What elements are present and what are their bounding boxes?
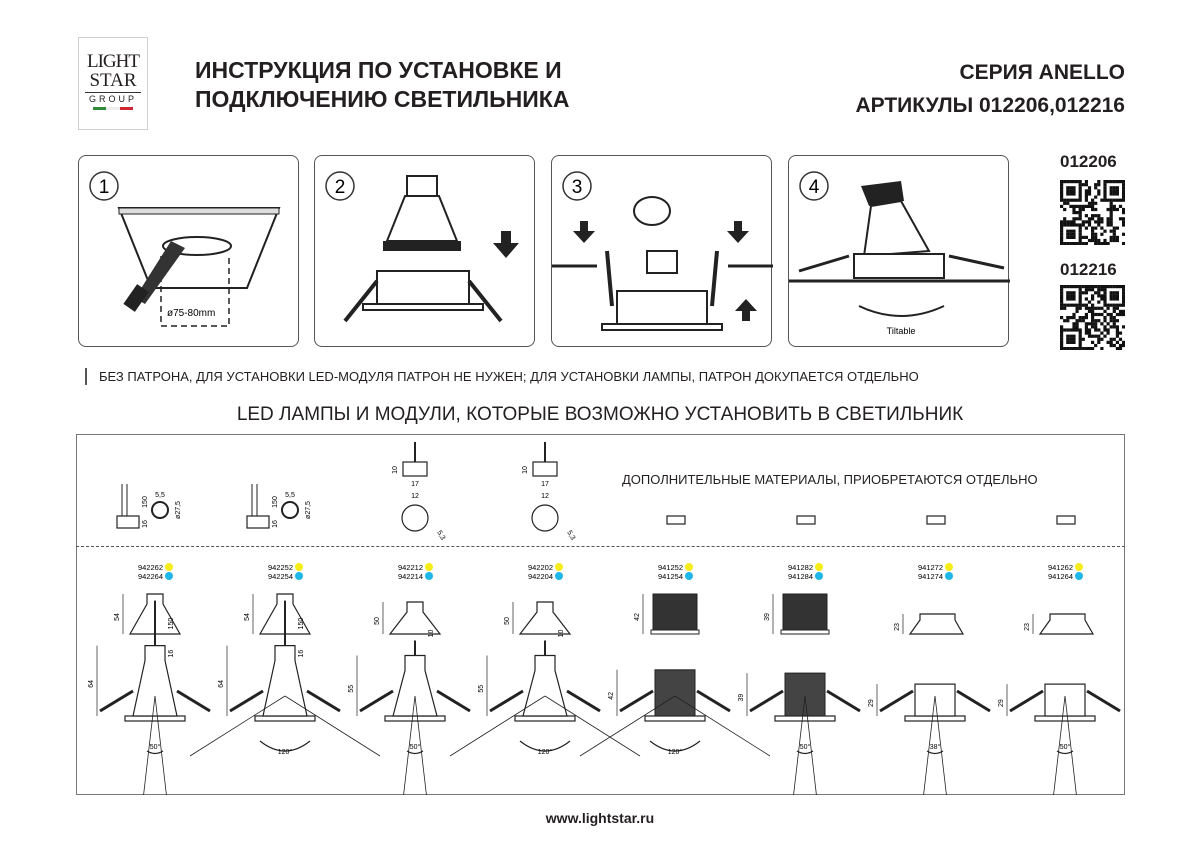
spring-clip — [437, 691, 470, 711]
installed-height-label: 64 — [218, 679, 225, 688]
gu53-socket-front — [532, 505, 558, 531]
warm-code: 942252 — [267, 563, 293, 572]
italian-flag-icon — [93, 107, 133, 110]
dim-pin-spacing: 5,5 — [155, 492, 165, 499]
cool-code: 941274 — [917, 572, 943, 581]
dim-pin: 5,3 — [565, 529, 577, 542]
lamp-column-942262 — [88, 484, 210, 795]
installed-module — [655, 670, 695, 716]
lamp-height-label: 39 — [764, 613, 771, 621]
qr-code-012206[interactable] — [1060, 180, 1125, 245]
installed-height-label: 29 — [868, 699, 875, 707]
fixture-rim — [775, 716, 835, 721]
lamp-column-942252 — [190, 484, 380, 756]
spring-clip — [1087, 691, 1120, 711]
cool-code: 942254 — [267, 572, 293, 581]
cool-light-dot-icon — [555, 572, 563, 580]
spring-clip — [620, 691, 653, 711]
lamp-mr16 — [390, 602, 440, 634]
fixture-rim — [515, 716, 575, 721]
installed-height-label: 39 — [738, 693, 745, 702]
cool-light-dot-icon — [165, 572, 173, 580]
terminal-block-icon — [797, 516, 815, 524]
dim-socket-height: 10 — [522, 466, 529, 474]
led-module-heatsink — [653, 594, 697, 634]
installed-module — [785, 673, 825, 716]
step-number: 3 — [571, 177, 583, 198]
cool-code: 942214 — [397, 572, 423, 581]
installed-lamp — [393, 656, 437, 717]
dim-socket-height: 16 — [142, 520, 149, 528]
installed-lamp — [523, 656, 567, 717]
spring-clip — [360, 691, 393, 711]
dim-width: 17 — [411, 481, 419, 488]
module-rim — [651, 630, 699, 634]
step-number: 2 — [334, 177, 346, 198]
beam-angle-label: 50° — [1059, 744, 1071, 751]
cool-code: 942264 — [137, 572, 163, 581]
lamp-height-label: 50 — [504, 617, 511, 625]
lamp-column-942212 — [348, 442, 470, 795]
spring-clip — [697, 691, 730, 711]
cool-light-dot-icon — [295, 572, 303, 580]
terminal-block-icon — [1057, 516, 1075, 524]
step-number: 1 — [98, 177, 110, 198]
warm-code: 942212 — [397, 563, 423, 572]
installed-height-label: 29 — [998, 699, 1005, 707]
logo-text-1: LIGHT — [87, 51, 139, 72]
dim-diameter: ø27,5 — [305, 501, 312, 519]
fixture-rim — [125, 716, 185, 721]
dim-socket-height: 10 — [392, 466, 399, 474]
dim-socket-height: 16 — [272, 520, 279, 528]
installed-module — [1045, 684, 1085, 716]
lamp-height-label: 42 — [634, 613, 641, 621]
beam-angle-label: 120° — [537, 749, 553, 756]
angle-arc-icon — [927, 751, 943, 754]
warm-light-dot-icon — [685, 563, 693, 571]
document-title — [195, 56, 569, 114]
dim-width: 17 — [541, 481, 549, 488]
installed-height-label: 42 — [608, 692, 615, 700]
warm-code: 942202 — [527, 563, 553, 572]
website-link[interactable]: www.lightstar.ru — [545, 810, 655, 826]
title-line-1: ИНСТРУКЦИЯ ПО УСТАНОВКЕ И — [195, 57, 562, 83]
dim-socket: 16 — [298, 649, 305, 658]
spring-clip — [230, 691, 263, 711]
beam-angle-label: 120° — [667, 749, 683, 756]
warm-light-dot-icon — [295, 563, 303, 571]
cool-light-dot-icon — [1075, 572, 1083, 580]
dim-pin-spacing: 12 — [541, 493, 549, 500]
lamp-column-941252 — [580, 516, 770, 756]
lamp-column-942202 — [450, 442, 640, 756]
spring-clip — [177, 691, 210, 711]
gu53-socket-front — [402, 505, 428, 531]
step-2-panel — [314, 155, 535, 347]
arrow-down-icon — [493, 231, 519, 258]
gu10-socket-side — [247, 516, 269, 528]
lamp-column-941282 — [738, 516, 860, 795]
gu10-socket-front — [152, 502, 168, 518]
led-module-heatsink — [783, 594, 827, 634]
installed-module — [915, 684, 955, 716]
lamp-height-label: 54 — [244, 613, 251, 621]
lamp-height-label: 23 — [894, 623, 901, 631]
spring-clip — [1010, 691, 1043, 711]
dim-cable: 150 — [298, 617, 305, 630]
cut-hole-illustration — [79, 156, 300, 348]
extra-materials-label: ДОПОЛНИТЕЛЬНЫЕ МАТЕРИАЛЫ, ПРИОБРЕТАЮТСЯ ОТДЕЛЬНО — [622, 472, 1038, 487]
installed-height-label: 55 — [478, 684, 485, 693]
warm-code: 941252 — [657, 563, 683, 572]
spring-clip — [100, 691, 133, 711]
spring-clip — [750, 691, 783, 711]
dim-cable: 150 — [168, 617, 175, 630]
arrow-down-icon — [727, 221, 749, 243]
beam-angle-label: 120° — [277, 749, 293, 756]
gu53-socket-side — [533, 462, 557, 476]
spring-clip — [307, 691, 340, 711]
warm-light-dot-icon — [815, 563, 823, 571]
installed-height-label: 64 — [88, 679, 95, 688]
lightstar-logo — [78, 37, 148, 130]
cool-light-dot-icon — [685, 572, 693, 580]
qr-code-012216[interactable] — [1060, 285, 1125, 350]
dim-cable: 10 — [558, 629, 565, 638]
step-3-panel — [551, 155, 772, 347]
warm-light-dot-icon — [945, 563, 953, 571]
terminal-block-icon — [927, 516, 945, 524]
logo-text-3: GROUP — [85, 92, 141, 104]
angle-arc-icon — [407, 751, 423, 754]
angle-arc-icon — [147, 751, 163, 754]
compatible-lamps-heading: LED ЛАМПЫ И МОДУЛИ, КОТОРЫЕ ВОЗМОЖНО УСТАНОВИТЬ В СВЕТИЛЬНИК — [236, 404, 964, 425]
warm-code: 941282 — [787, 563, 813, 572]
angle-arc-icon — [1057, 751, 1073, 754]
beam-angle-label: 38° — [929, 744, 941, 751]
warm-code: 942262 — [137, 563, 163, 572]
spring-clip — [957, 691, 990, 711]
warm-code: 941272 — [917, 563, 943, 572]
dim-cable: 10 — [428, 629, 435, 638]
article-numbers: АРТИКУЛЫ 012206,012216 — [855, 94, 1125, 117]
fixture-rim — [255, 716, 315, 721]
arrow-down-icon — [573, 221, 595, 243]
tilt-arrow-icon — [859, 306, 944, 316]
fixture-rim — [1035, 716, 1095, 721]
warm-light-dot-icon — [1075, 563, 1083, 571]
socket-note: БЕЗ ПАТРОНА, ДЛЯ УСТАНОВКИ LED-МОДУЛЯ ПАТРОН НЕ НУЖЕН; ДЛЯ УСТАНОВКИ ЛАМПЫ, ПАТРОН ДОКУПАЕТСЯ ОТДЕЛЬНО — [85, 368, 919, 385]
spring-clip — [567, 691, 600, 711]
module-rim — [781, 630, 829, 634]
lamp-height-label: 50 — [374, 617, 381, 625]
gu10-socket-front — [282, 502, 298, 518]
terminal-block-icon — [667, 516, 685, 524]
insert-lamp-illustration — [315, 156, 536, 348]
fixture-rim — [385, 716, 445, 721]
lamp-mr16 — [520, 602, 570, 634]
lamp-column-941262 — [998, 516, 1120, 795]
beam-angle-label: 50° — [149, 744, 161, 751]
logo-text-2: STAR — [89, 70, 137, 91]
lamp-height-label: 23 — [1024, 623, 1031, 631]
fixture-rim — [645, 716, 705, 721]
title-line-2: ПОДКЛЮЧЕНИЮ СВЕТИЛЬНИКА — [195, 86, 570, 112]
warm-light-dot-icon — [555, 563, 563, 571]
angle-arc-icon — [797, 751, 813, 754]
led-module-flat — [1040, 614, 1093, 634]
warm-light-dot-icon — [425, 563, 433, 571]
dim-diameter: ø27,5 — [175, 501, 182, 519]
lamp-height-label: 54 — [114, 613, 121, 621]
cool-code: 942204 — [527, 572, 553, 581]
beam-angle-label: 50° — [799, 744, 811, 751]
fixture-rim — [905, 716, 965, 721]
cool-light-dot-icon — [945, 572, 953, 580]
beam-angle-label: 50° — [409, 744, 421, 751]
step-1-panel — [78, 155, 299, 347]
lamp-columns — [0, 434, 1200, 795]
hole-diameter-label: ø75-80mm — [167, 308, 216, 319]
series-info — [855, 56, 1125, 122]
qr-label-012216: 012216 — [1060, 260, 1117, 279]
dim-pin: 5,3 — [435, 529, 447, 542]
dim-cable-length: 150 — [272, 496, 279, 508]
cool-light-dot-icon — [815, 572, 823, 580]
cool-code: 941254 — [657, 572, 683, 581]
series-name: СЕРИЯ ANELLO — [959, 61, 1125, 84]
gu53-socket-side — [403, 462, 427, 476]
lamp-column-941272 — [868, 516, 990, 795]
spring-clip — [490, 691, 523, 711]
step-number: 4 — [808, 177, 820, 198]
led-module-flat — [910, 614, 963, 634]
warm-light-dot-icon — [165, 563, 173, 571]
tiltable-label: Tiltable — [886, 326, 916, 336]
arrow-up-icon — [735, 299, 757, 321]
cool-code: 941284 — [787, 572, 813, 581]
spring-clip — [880, 691, 913, 711]
cool-code: 941264 — [1047, 572, 1073, 581]
mount-illustration — [552, 156, 773, 348]
dim-socket: 16 — [168, 649, 175, 658]
dim-pin-spacing: 5,5 — [285, 492, 295, 499]
installed-height-label: 55 — [348, 684, 355, 693]
cool-light-dot-icon — [425, 572, 433, 580]
spring-clip — [827, 691, 860, 711]
dim-cable-length: 150 — [142, 496, 149, 508]
step-4-panel — [788, 155, 1009, 347]
warm-code: 941262 — [1047, 563, 1073, 572]
dim-pin-spacing: 12 — [411, 493, 419, 500]
gu10-socket-side — [117, 516, 139, 528]
qr-label-012206: 012206 — [1060, 152, 1117, 171]
tilt-illustration — [789, 156, 1010, 348]
